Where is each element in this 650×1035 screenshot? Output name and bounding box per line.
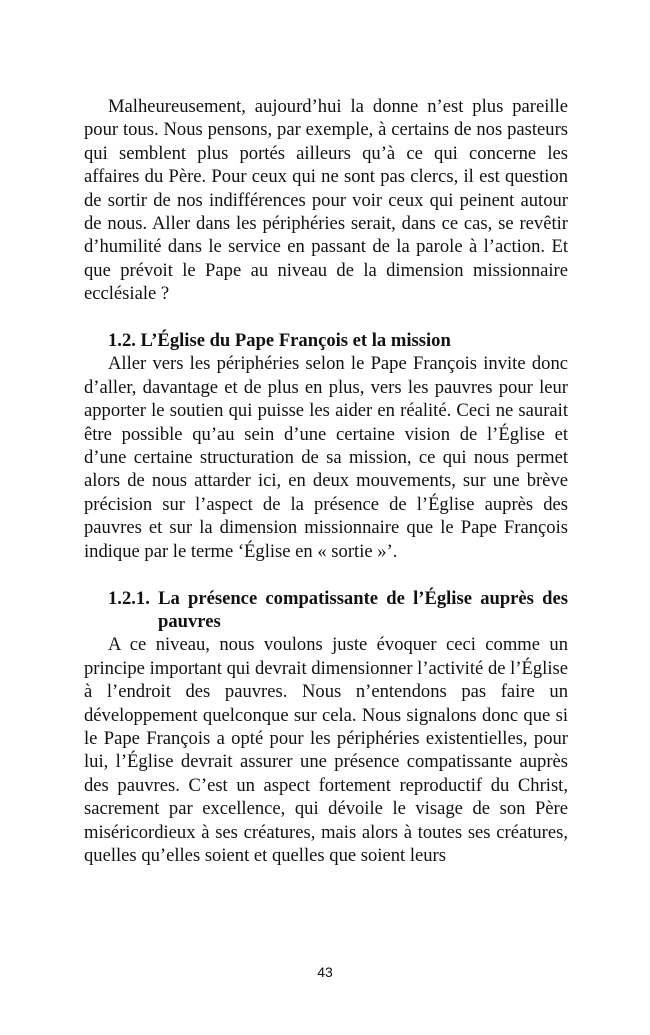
paragraph-gap — [84, 563, 568, 586]
subsection-heading-1-2-1: 1.2.1. La présence compatissante de l’Église auprès des pauvres — [108, 587, 568, 632]
paragraph-section-1-2-1: A ce niveau, nous voulons juste évoquer ceci comme un principe important qui devrait dimensionner l’activité de l’Église à l’endroit des pauvres. Nous n’entendons pas faire un développement quelconque sur cela. Nous signalons donc que si le Pape François a opté pour les périphéries existentielles, pour lui, l’Église devrait assurer une présence compatissante auprès des pauvres. C’est un aspect fortement reproductif du Christ, sacrement par excellence, qui dévoile le visage de son Père miséricordieux à ses créatures, mais alors à toutes ses créatures, quelles qu’elles soient et quelles que soient leurs — [84, 634, 568, 866]
paragraph-gap — [84, 306, 568, 329]
page-body — [84, 95, 568, 867]
paragraph-intro: Malheureusement, aujourd’hui la donne n’est plus pareille pour tous. Nous pensons, par exemple, à certains de nos pasteurs qui semblent plus portés ailleurs qu’à ce qui concerne les affaires du Père. Pour ceux qui ne sont pas clercs, il est question de sortir de nos indifférences pour voir ceux qui peinent autour de nous. Aller dans les périphéries serait, dans ce cas, se revêtir d’humilité dans le service en passant de la parole à l’action. Et que prévoit le Pape au niveau de la dimension missionnaire ecclésiale ? — [84, 96, 568, 305]
page-number: 43 — [317, 964, 333, 980]
paragraph-section-1-2: Aller vers les périphéries selon le Pape François invite donc d’aller, davantage et de plus en plus, vers les pauvres pour leur apporter le soutien qui puisse les aider en réalité. Ceci ne saurait être possible qu’au sein d’une certaine vision de l’Église et d’une certaine structuration de sa mission, ce qui nous permet alors de nous attarder ici, en deux mouvements, sur une brève précision sur l’aspect de la présence de l’Église auprès des pauvres et sur la dimension missionnaire que le Pape François indique par le terme ‘Église en « sortie »’. — [84, 353, 568, 562]
section-heading-1-2: 1.2. L’Église du Pape François et la mission — [108, 330, 451, 352]
